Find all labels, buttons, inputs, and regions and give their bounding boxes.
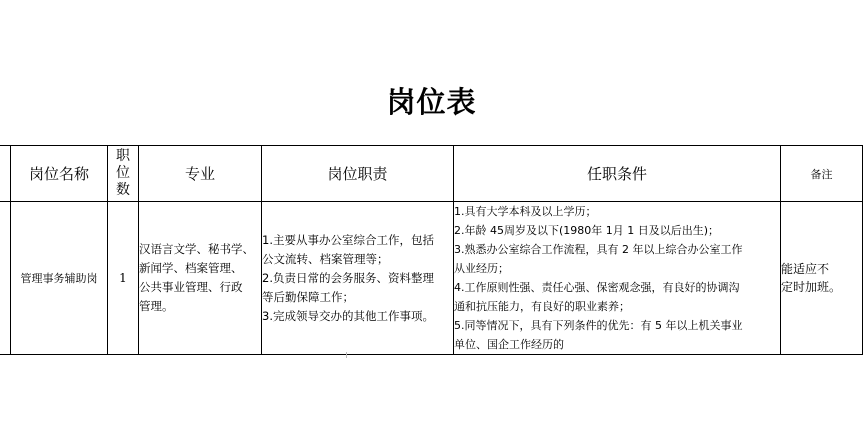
notes-line: 能适应不 (781, 262, 830, 276)
major-line: 公共事业管理、行政 (139, 280, 243, 294)
requirement-line: 3.熟悉办公室综合工作流程，具有 2 年以上综合办公室工作 (454, 243, 743, 256)
header-notes: 备注 (781, 146, 863, 202)
cell-notes (781, 202, 863, 355)
cell-post-name: 管理事务辅助岗 (11, 202, 108, 355)
text-cursor-mark (346, 352, 347, 358)
requirement-line: 5.同等情况下，具有下列条件的优先：有 5 年以上机关事业 (454, 319, 743, 332)
post-table (0, 145, 863, 355)
cell-post-count: 1 (108, 202, 139, 355)
cell-major (139, 202, 262, 355)
duties-line: 3.完成领导交办的其他工作事项。 (262, 308, 434, 323)
cell-duties (262, 202, 454, 355)
header-post-name: 岗位名称 (11, 146, 108, 202)
requirement-line: 单位、国企工作经历的 (454, 338, 564, 351)
header-post-count-char: 数 (116, 182, 130, 198)
requirement-line: 2.年龄 45周岁及以下(1980年 1月 1 日及以后出生)； (454, 224, 720, 237)
requirement-line: 1.具有大学本科及以上学历； (454, 205, 597, 218)
major-line: 新闻学、档案管理、 (139, 261, 243, 275)
major-line: 汉语言文学、秘书学、 (139, 242, 254, 256)
requirement-line: 通和抗压能力，有良好的职业素养； (454, 300, 630, 313)
duties-line: 2.负责日常的会务服务、资料整理 (262, 270, 434, 285)
duties-line: 等后勤保障工作； (262, 289, 354, 304)
requirement-line: 4.工作原则性强、责任心强、保密观念强，有良好的协调沟 (454, 281, 740, 294)
notes-line: 定时加班。 (781, 280, 842, 294)
header-blank-col (0, 146, 11, 202)
header-major: 专业 (139, 146, 262, 202)
header-post-count-char: 位 (116, 165, 130, 181)
header-post-count-char: 职 (116, 148, 130, 164)
requirement-line: 从业经历； (454, 262, 509, 275)
duties-line: 1.主要从事办公室综合工作，包括 (262, 232, 434, 247)
table-header-row (0, 146, 863, 202)
cell-blank-col (0, 202, 11, 355)
table-row (0, 202, 863, 355)
header-post-count (108, 146, 139, 202)
page-title: 岗位表 (386, 85, 477, 119)
header-requirements: 任职条件 (454, 146, 781, 202)
major-line: 管理。 (139, 299, 174, 313)
cell-requirements (454, 202, 781, 355)
header-duties: 岗位职责 (262, 146, 454, 202)
duties-line: 公文流转、档案管理等； (262, 251, 389, 266)
